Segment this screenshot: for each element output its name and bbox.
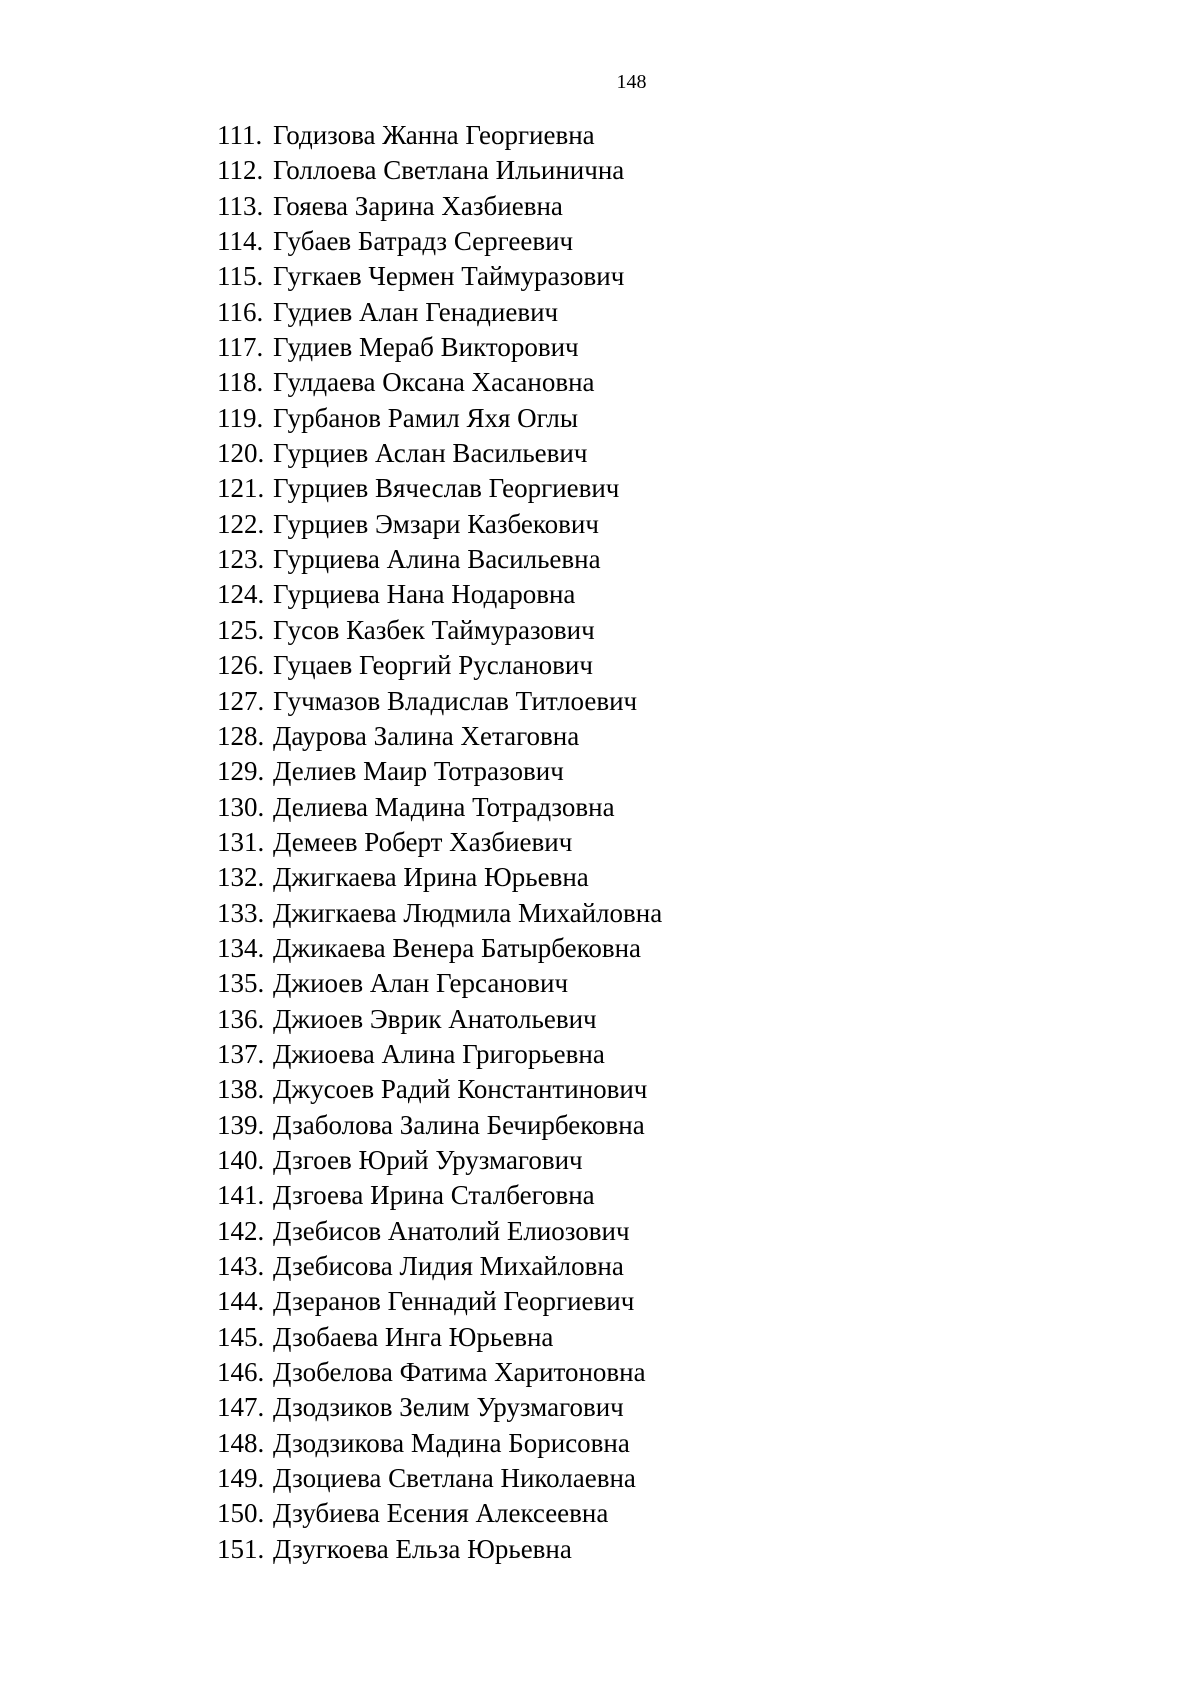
list-item [217,401,662,436]
list-item-number: 144. [217,1286,265,1317]
list-item-name: Гурциев Аслан Васильевич [273,438,588,469]
list-item [217,295,662,330]
list-item [217,719,662,754]
list-item-number: 127. [217,685,265,716]
list-item-number: 130. [217,791,265,822]
list-item-name: Гурциев Эмзари Казбекович [273,508,599,539]
list-item-number: 117. [217,332,264,363]
list-item-number: 118. [217,367,264,398]
list-item [217,1390,662,1425]
list-item-name: Гудиев Мераб Викторович [273,332,579,363]
list-item-number: 115. [217,261,264,292]
list-item-name: Дзоциева Светлана Николаевна [273,1463,636,1494]
list-item-name: Гурциева Нана Нодаровна [273,579,576,610]
list-item-name: Дзобелова Фатима Харитоновна [273,1357,646,1388]
list-item-name: Дзеранов Геннадий Георгиевич [273,1286,635,1317]
list-item-number: 136. [217,1003,265,1034]
list-item-number: 146. [217,1357,265,1388]
list-item-number: 133. [217,897,265,928]
list-item-number: 137. [217,1038,265,1069]
list-item-name: Джусоев Радий Константинович [273,1074,648,1105]
list-item [217,436,662,471]
list-item-name: Дзебисова Лидия Михайловна [273,1251,624,1281]
list-item [217,931,662,966]
list-item-number: 151. [217,1533,265,1564]
list-item [217,1249,662,1284]
list-item [217,224,662,259]
list-item-name: Дзгоев Юрий Урузмагович [273,1144,583,1175]
list-item [217,542,662,577]
list-item [217,1532,662,1567]
list-item-name: Дзубиева Есения Алексеевна [273,1498,609,1529]
list-item [217,1143,662,1178]
list-item-name: Дзодзиков Зелим Урузмагович [273,1392,624,1423]
list-item-name: Делиев Маир Тотразович [273,756,564,787]
list-item [217,1496,662,1531]
list-item-number: 114. [217,226,264,257]
list-item [217,1214,662,1249]
list-item [217,896,662,931]
list-item [217,1426,662,1461]
list-item-number: 116. [217,296,264,327]
list-item-number: 135. [217,968,265,999]
list-item-name: Гулдаева Оксана Хасановна [273,367,595,398]
list-item-number: 121. [217,473,265,504]
list-item-name: Дзодзикова Мадина Борисовна [273,1427,630,1458]
list-item-name: Дзебисов Анатолий Елиозович [273,1215,630,1246]
page-number: 148 [616,71,647,93]
list-item [217,1178,662,1213]
list-item-number: 149. [217,1463,265,1494]
list-item-name: Гурбанов Рамил Яхя Оглы [273,402,579,433]
list-item [217,825,662,860]
list-item [217,1002,662,1037]
list-item [217,189,662,224]
list-item-name: Гояева Зарина Хазбиевна [273,190,563,221]
list-item [217,1320,662,1355]
list-item-number: 129. [217,756,265,787]
list-item-name: Гудиев Алан Генадиевич [273,296,559,327]
list-item-name: Губаев Батрадз Сергеевич [273,226,574,257]
list-item-name: Джигкаева Людмила Михайловна [273,897,663,928]
list-item [217,365,662,400]
list-item-name: Голлоева Светлана Ильинична [273,155,625,186]
list-item [217,613,662,648]
list-item-number: 128. [217,720,265,751]
list-item-name: Гусов Казбек Таймуразович [273,614,595,645]
list-item [217,754,662,789]
list-item-number: 126. [217,650,265,681]
list-item [217,1355,662,1390]
list-item-name: Даурова Залина Хетаговна [273,720,580,751]
list-item [217,966,662,1001]
list-item-number: 134. [217,932,265,963]
name-list [217,118,662,1567]
list-item-number: 148. [217,1427,265,1458]
list-item-number: 139. [217,1109,265,1140]
list-item-number: 138. [217,1074,265,1105]
list-item [217,330,662,365]
list-item-name: Гуцаев Георгий Русланович [273,650,593,681]
list-item-number: 141. [217,1180,265,1211]
list-item [217,648,662,683]
list-item [217,1461,662,1496]
list-item-name: Джикаева Венера Батырбековна [273,932,642,963]
list-item-number: 125. [217,614,265,645]
list-item-name: Годизова Жанна Георгиевна [273,120,595,150]
list-item [217,860,662,895]
list-item-name: Гурциев Вячеслав Георгиевич [273,473,620,504]
list-item [217,153,662,188]
list-item-number: 124. [217,579,265,610]
list-item-number: 111. [217,120,263,150]
list-item-number: 122. [217,508,265,539]
list-item-number: 150. [217,1498,265,1529]
list-item-name: Джигкаева Ирина Юрьевна [273,862,589,893]
list-item [217,577,662,612]
list-item [217,118,662,153]
list-item-name: Дзобаева Инга Юрьевна [273,1321,554,1352]
list-item [217,1072,662,1107]
list-item-name: Гучмазов Владислав Титлоевич [273,685,638,716]
list-item-number: 112. [217,155,264,186]
list-item [217,1037,662,1072]
list-item-name: Дзугкоева Ельза Юрьевна [273,1533,572,1564]
list-item [217,507,662,542]
list-item-number: 147. [217,1392,265,1423]
list-item-name: Джиоев Алан Герсанович [273,968,569,999]
list-item-number: 132. [217,862,265,893]
list-item-number: 145. [217,1321,265,1352]
list-item-number: 113. [217,190,264,221]
list-item-name: Демеев Роберт Хазбиевич [273,826,573,857]
list-item [217,790,662,825]
list-item-name: Гурциева Алина Васильевна [273,544,601,575]
list-item-number: 143. [217,1251,265,1281]
list-item-number: 142. [217,1215,265,1246]
list-item-number: 131. [217,826,265,857]
list-item [217,684,662,719]
list-item [217,1108,662,1143]
list-item [217,471,662,506]
list-item-name: Делиева Мадина Тотрадзовна [273,791,615,822]
list-item [217,259,662,294]
list-item [217,1284,662,1319]
list-item-number: 119. [217,402,264,433]
list-item-name: Гугкаев Чермен Таймуразович [273,261,625,292]
list-item-number: 123. [217,544,265,575]
list-item-name: Дзаболова Залина Бечирбековна [273,1109,645,1140]
list-item-name: Джиоев Эврик Анатольевич [273,1003,597,1034]
list-item-name: Дзгоева Ирина Сталбеговна [273,1180,595,1211]
list-item-name: Джиоева Алина Григорьевна [273,1038,605,1069]
list-item-number: 120. [217,438,265,469]
list-item-number: 140. [217,1144,265,1175]
